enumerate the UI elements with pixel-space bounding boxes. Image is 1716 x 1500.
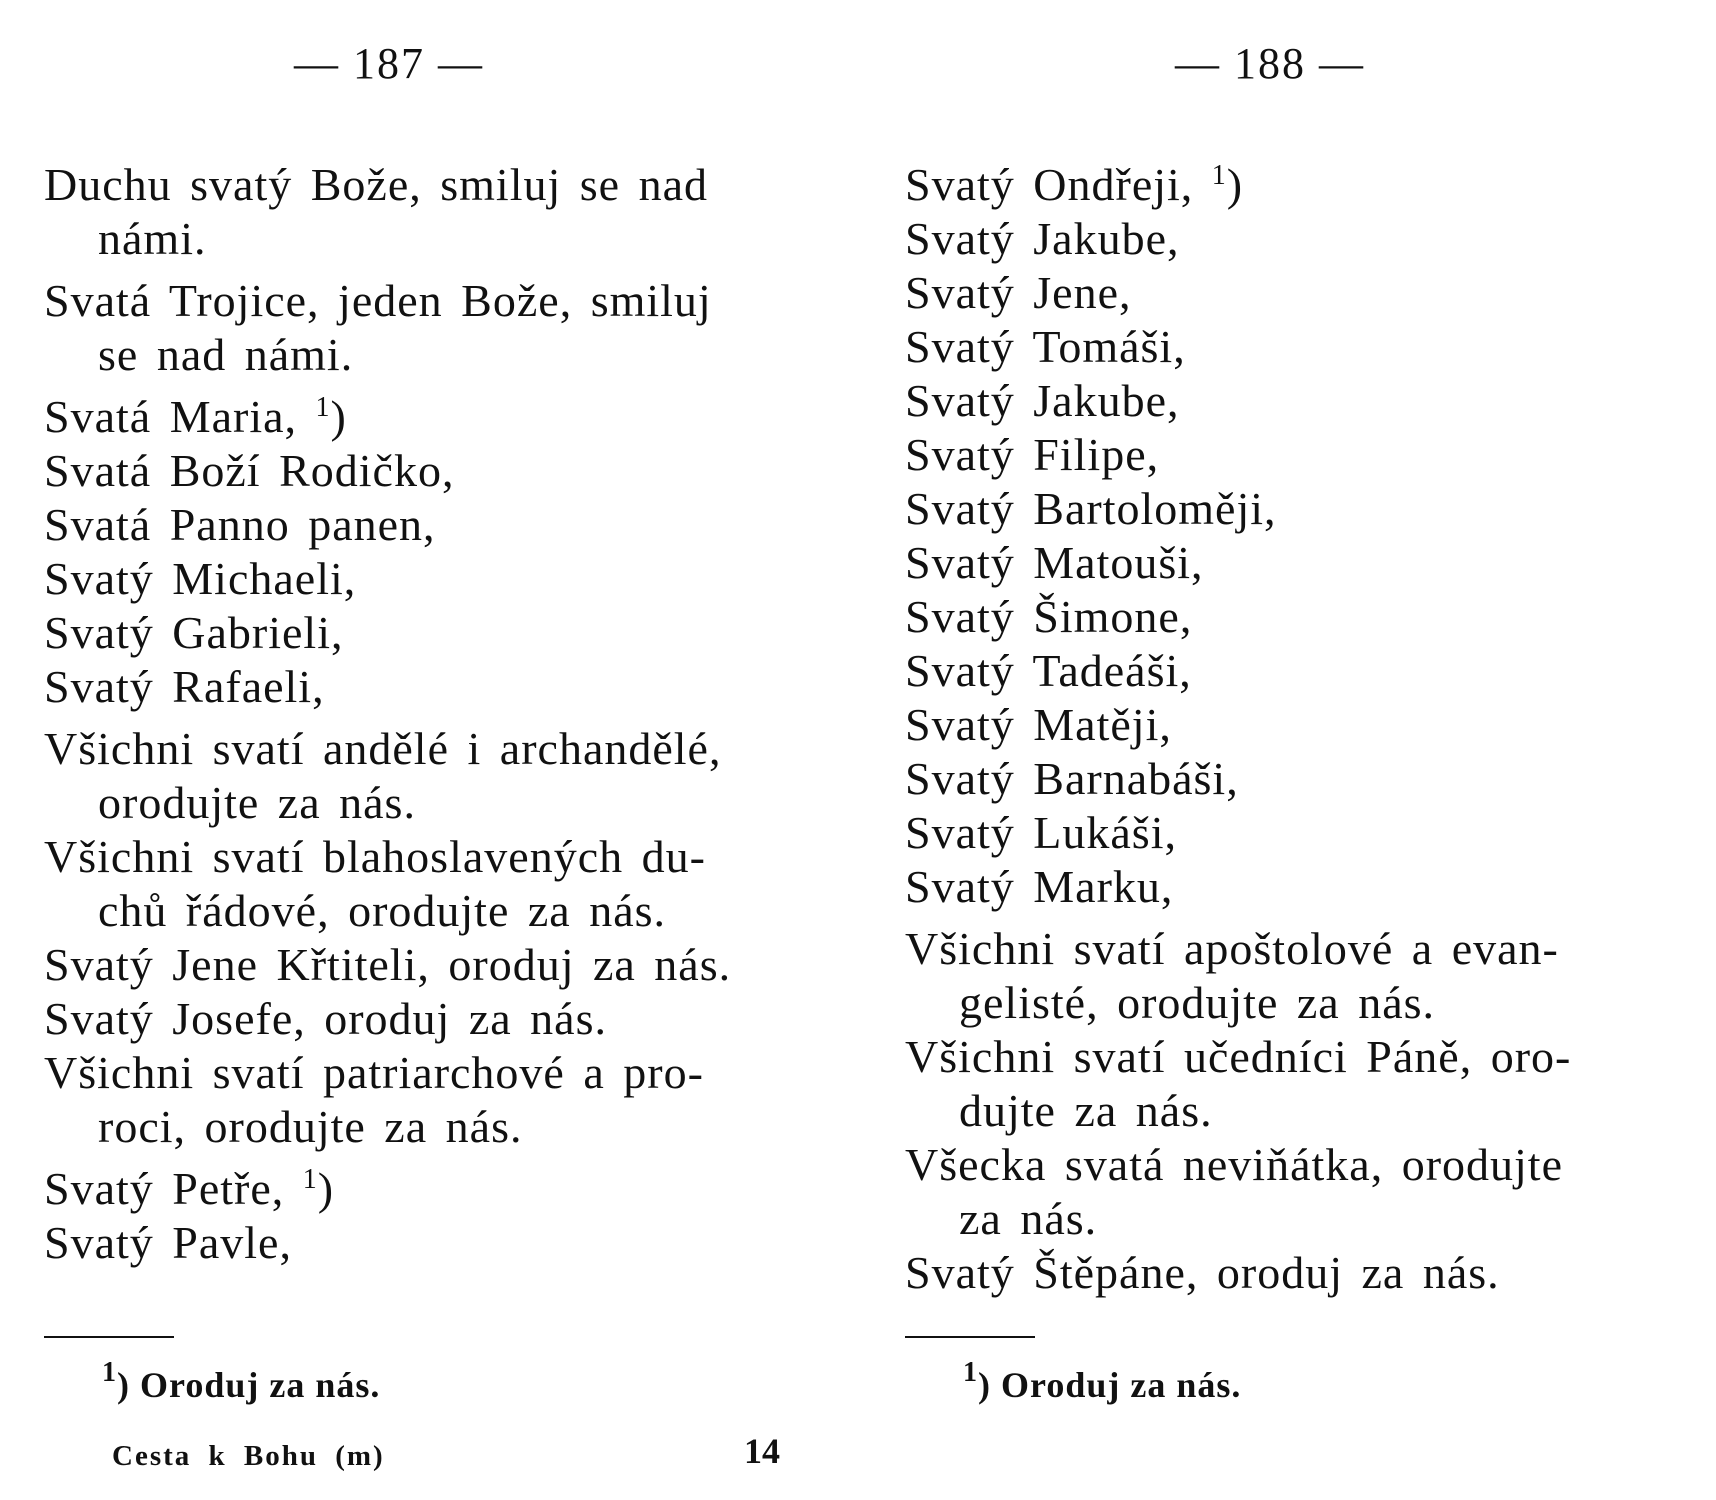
line-text: Svatý Marku, [905,861,1174,912]
text-line [905,1192,1685,1246]
line-text: Svatý Šimone, [905,591,1193,642]
footnote-reference: 1 [302,1164,318,1195]
line-text: Svatý Matěji, [905,699,1172,750]
text-line [905,698,1685,752]
text-line [905,1138,1685,1192]
line-text: Svatý Petře, [44,1163,285,1214]
line-text: námi. [98,213,207,264]
text-line [44,212,824,266]
text-line [44,938,824,992]
line-text: Všecka svatá neviňátka, orodujte [905,1139,1563,1190]
footnote-rule [44,1336,174,1338]
footnote-marker: 1 [963,1357,978,1388]
footnote [963,1357,1242,1406]
footnote-marker: 1 [102,1357,117,1388]
text-line [44,992,824,1046]
line-text: Svatý Filipe, [905,429,1160,480]
line-text: Svatý Jakube, [905,375,1180,426]
text-line [905,590,1685,644]
printer-signature: Cesta k Bohu (m) [112,1440,385,1472]
text-line [44,498,824,552]
text-line [905,752,1685,806]
text-line [44,660,824,714]
litany-text [905,158,1685,1300]
text-line [44,830,824,884]
text-line [44,884,824,938]
page-number: — 187 — [294,39,484,88]
litany-text [44,158,824,1270]
text-line [905,1030,1685,1084]
text-line [44,1100,824,1154]
text-line [905,374,1685,428]
line-text: Svatý Bartoloměji, [905,483,1277,534]
line-text: Svatá Boží Rodičko, [44,445,455,496]
text-line [44,776,824,830]
line-text: Svatý Josefe, oroduj za nás. [44,993,607,1044]
footnote-reference-paren: ) [317,1163,335,1214]
text-line [905,1084,1685,1138]
line-text: Svatý Ondřeji, [905,159,1194,210]
text-line [44,274,824,328]
line-text: Všichni svatí blahoslavených du- [44,831,706,882]
line-text: orodujte za nás. [98,777,416,828]
line-text: se nad námi. [98,329,354,380]
line-text: Svatý Jene Křtiteli, oroduj za nás. [44,939,732,990]
line-text: Svatý Jakube, [905,213,1180,264]
sheet-number: 14 [744,1431,780,1471]
line-text: Svatý Matouši, [905,537,1204,588]
text-line [905,266,1685,320]
line-text: Všichni svatí andělé i archandělé, [44,723,722,774]
line-text: za nás. [959,1193,1098,1244]
text-line [44,1162,824,1216]
line-text: roci, orodujte za nás. [98,1101,523,1152]
line-text: Svatý Gabrieli, [44,607,344,658]
text-line [905,320,1685,374]
text-line [905,1246,1685,1300]
footnote-text: ) Oroduj za nás. [978,1365,1242,1405]
line-text: dujte za nás. [959,1085,1213,1136]
footnote-reference-paren: ) [1226,159,1244,210]
footnote-reference: 1 [315,392,331,423]
footnote-rule [905,1336,1035,1338]
text-line [44,552,824,606]
line-text: Svatý Štěpáne, oroduj za nás. [905,1247,1500,1298]
footnote-reference-paren: ) [330,391,347,442]
text-line [905,806,1685,860]
text-line [905,536,1685,590]
text-line [44,1046,824,1100]
right-page [905,0,1695,1500]
line-text: Všichni svatí učedníci Páně, oro- [905,1031,1572,1082]
text-line [44,390,824,444]
line-text: Svatý Rafaeli, [44,661,325,712]
text-line [44,158,824,212]
footnote [102,1357,381,1406]
line-text: Svatý Lukáši, [905,807,1177,858]
page-number: — 188 — [1175,39,1365,88]
line-text: Svatý Jene, [905,267,1132,318]
line-text: Duchu svatý Bože, smiluj se nad [44,159,709,210]
text-line [905,158,1685,212]
footnote-text: ) Oroduj za nás. [117,1365,381,1405]
text-line [44,722,824,776]
text-line [44,1216,824,1270]
line-text: Svatá Panno panen, [44,499,436,550]
line-text: Všichni svatí apoštolové a evan- [905,923,1559,974]
text-line [905,860,1685,914]
line-text: Svatý Tomáši, [905,321,1186,372]
text-line [905,482,1685,536]
line-text: Svatý Pavle, [44,1217,292,1268]
line-text: Svatý Michaeli, [44,553,357,604]
text-line [44,444,824,498]
line-text: Svatý Tadeáši, [905,645,1192,696]
text-line [905,428,1685,482]
line-text: chů řádové, orodujte za nás. [98,885,667,936]
text-line [905,922,1685,976]
text-line [905,976,1685,1030]
line-text: Svatá Trojice, jeden Bože, smiluj [44,275,712,326]
line-text: Svatý Barnabáši, [905,753,1239,804]
text-line [44,606,824,660]
text-line [905,212,1685,266]
line-text: gelisté, orodujte za nás. [959,977,1436,1028]
line-text: Všichni svatí patriarchové a pro- [44,1047,704,1098]
line-text: Svatá Maria, [44,391,298,442]
text-line [905,644,1685,698]
text-line [44,328,824,382]
footnote-reference: 1 [1211,160,1227,191]
left-page [44,0,834,1500]
